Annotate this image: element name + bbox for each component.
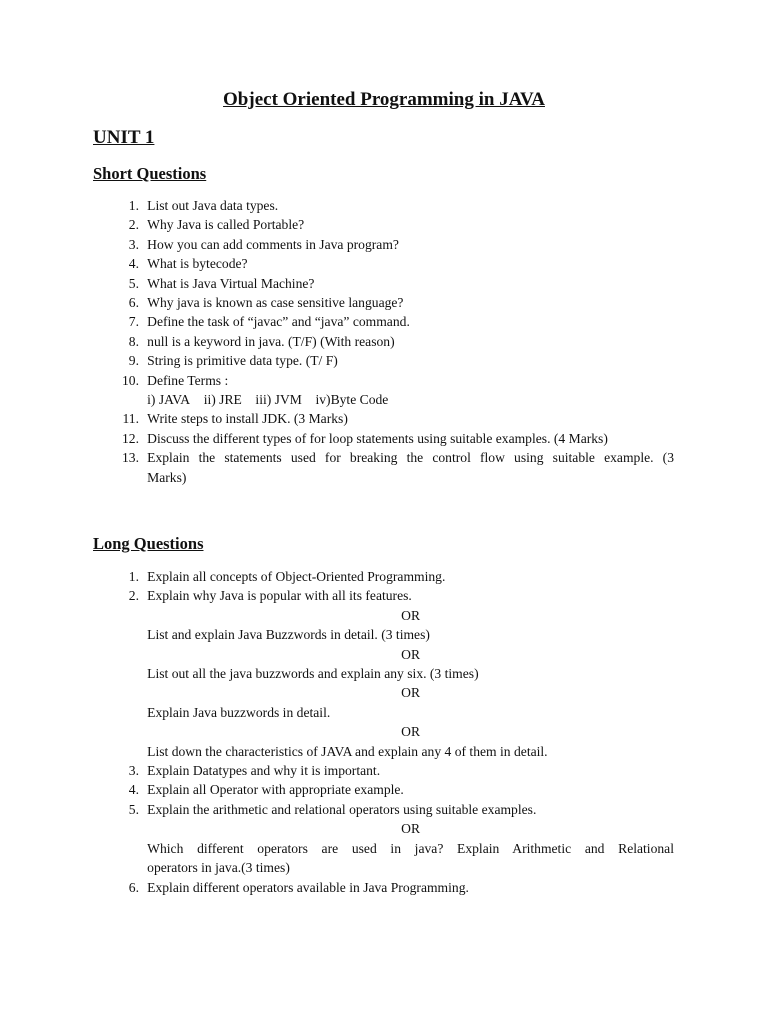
list-item: 5. Explain the arithmetic and relational operators using suitable examples. OR Which different operators are used in java? Explain Arithmetic and Relational operators in java.(3 times)	[128, 801, 674, 876]
short-questions-list	[93, 196, 674, 487]
list-item: 5. What is Java Virtual Machine?	[128, 275, 315, 291]
list-item: 2. Explain why Java is popular with all its features. OR List and explain Java Buzzwords in detail. (3 times) OR List out all the java buzzwords and explain any six. (3 times) OR Explain Java buzzwords in detail. OR List down the characteristics of JAVA and explain any 4 of them in detail.	[93, 586, 674, 761]
or-separator: OR	[401, 646, 421, 662]
long-questions-heading: Long Questions	[93, 534, 204, 553]
list-item: 4. Explain all Operator with appropriate example.	[128, 782, 404, 798]
or-separator: OR	[401, 821, 421, 837]
list-item: 10. Define Terms :	[122, 372, 229, 388]
term-bytecode: iv)Byte Code	[315, 392, 389, 408]
term-java: i) JAVA	[147, 392, 191, 408]
document-title: Object Oriented Programming in JAVA	[223, 89, 545, 110]
or-separator: OR	[401, 685, 421, 701]
or-separator: OR	[401, 724, 421, 740]
list-item: 9. String is primitive data type. (T/ F)	[128, 353, 338, 369]
list-item: 11. Write steps to install JDK. (3 Marks)	[122, 411, 348, 427]
long-questions-list	[93, 567, 674, 897]
define-terms-line	[93, 390, 674, 409]
list-item: 7. Define the task of “javac” and “java” command.	[128, 314, 410, 330]
list-item: 4. What is bytecode?	[128, 256, 248, 272]
list-item: 6. Explain different operators available in Java Programming.	[128, 879, 469, 895]
list-item: 6. Why java is known as case sensitive language?	[128, 295, 404, 311]
list-item: 3. How you can add comments in Java program?	[128, 236, 399, 252]
or-separator: OR	[401, 607, 421, 623]
list-item: 13. Explain the statements used for breaking the control flow using suitable example. (3 Marks)	[122, 450, 674, 485]
term-jvm: iii) JVM	[255, 392, 302, 408]
list-item: 1. List out Java data types.	[128, 198, 279, 213]
list-item: 3. Explain Datatypes and why it is important.	[128, 763, 381, 779]
list-item: 1. Explain all concepts of Object-Oriented Programming.	[128, 569, 446, 584]
term-jre: ii) JRE	[203, 392, 242, 408]
list-item: 12. Discuss the different types of for loop statements using suitable examples. (4 Marks)	[122, 430, 608, 446]
unit-heading: UNIT 1	[93, 127, 155, 148]
short-questions-heading: Short Questions	[93, 164, 207, 183]
list-item: 8. null is a keyword in java. (T/F) (With reason)	[128, 333, 395, 349]
list-item: 2. Why Java is called Portable?	[128, 217, 305, 233]
